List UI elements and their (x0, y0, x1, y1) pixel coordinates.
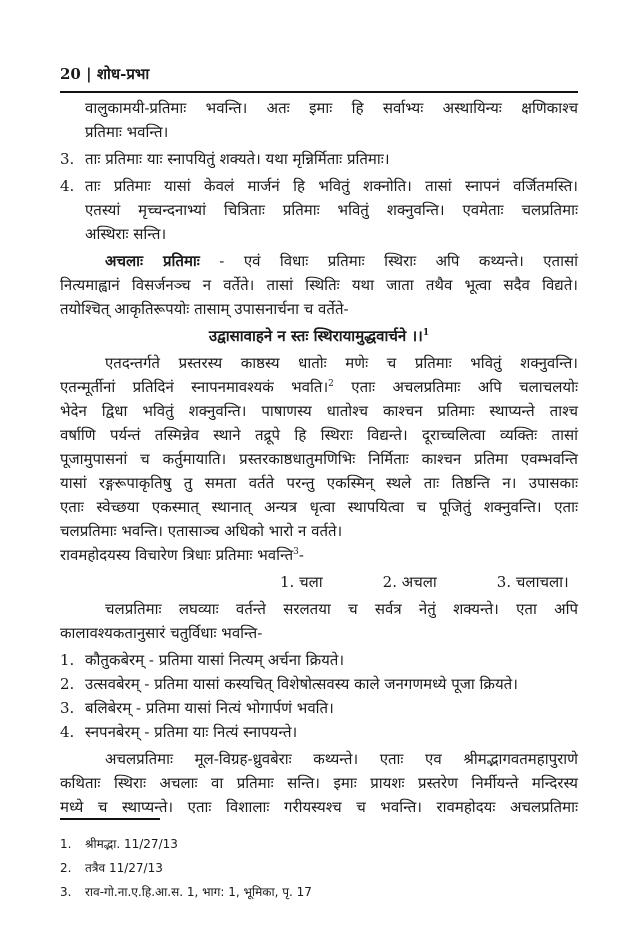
text-line (60, 597, 578, 621)
text-line (60, 795, 578, 819)
text-segment: भेदेन द्विधा भवितुं शक्नुवन्ति। पाषाणस्य धातोश्च काश्चन प्रतिमाः स्थाप्यन्ते ताश्च (60, 402, 578, 420)
text-segment: कथिताः स्थिराः अचलाः वा प्रतिमाः सन्ति। इमाः प्रायशः प्रस्तरेण निर्मीयन्ते मन्दिरस्य (60, 774, 578, 792)
text-segment: वालुकामयी-प्रतिमाः भवन्ति। अतः इमाः हि सर्वाभ्यः अस्थायिन्यः क्षणिकाश्च (85, 99, 578, 117)
text-line (60, 273, 578, 297)
footnote-ref: 3 (293, 547, 299, 557)
list-number: 2. (60, 675, 75, 693)
text-segment: यासां रङ्गरूपाकृतिषु तु समता वर्तते परन्तु एकस्मिन् स्थले ताः तिष्ठन्ति न। उपासकाः (60, 474, 578, 492)
type-item: 1. चला (280, 573, 323, 591)
list-number: 3. (60, 699, 75, 717)
footnote (60, 856, 312, 880)
text-segment: एतन्मूर्तीनां प्रतिदिनं स्नापनमावश्यकं भवति। (60, 378, 329, 396)
text-line (60, 297, 578, 321)
text-segment: एताः अचलप्रतिमाः अपि चलाचलयोः (333, 378, 578, 396)
text-line (60, 471, 578, 495)
list-number: 4. (60, 177, 75, 195)
text-segment: अस्थिराः सन्ति। (85, 225, 167, 243)
text-line (60, 324, 578, 348)
text-segment: उत्सवबेरम् - प्रतिमा यासां कस्यचित् विशेषोत्सवस्य काले जनगणमध्ये पूजा क्रियते। (85, 675, 518, 693)
text-segment: स्नपनबेरम् - प्रतिमा याः नित्यं स्नापयन्ते। (85, 723, 298, 741)
text-segment: ताः प्रतिमाः यासां केवलं मार्जनं हि भवितुं शक्नोति। तासां स्नापनं वर्जितमस्ति। (85, 177, 578, 195)
text-line (60, 648, 578, 672)
text-line (60, 696, 578, 720)
text-segment: - (298, 546, 304, 564)
footnote-ref: 2 (328, 379, 334, 389)
text-line (60, 771, 578, 795)
type-item: 3. चलाचला। (496, 573, 569, 591)
text-segment: एतस्यां मृच्चन्दनाभ्यां चित्रिताः प्रतिमाः भवितुं शक्नुवन्ति। एवमेताः चलप्रतिमाः (85, 201, 578, 219)
type-item: 2. अचला (382, 573, 437, 591)
footnote-ref: 1 (422, 328, 430, 338)
text-line (60, 174, 578, 198)
text-line (60, 249, 578, 273)
footnote-number: 3. (60, 885, 72, 899)
footnote (60, 880, 312, 904)
footnote-number: 1. (60, 837, 72, 851)
journal-title: शोध-प्रभा (96, 65, 150, 83)
text-segment: पूजामुपासनां च कर्तुमायाति। प्रस्तरकाष्ठधातुमणिभिः निर्मिताः काश्चन प्रतिमा एवम्भवन्ति (60, 450, 578, 468)
text-segment: चलप्रतिमाः लघव्याः वर्तन्ते सरलतया च सर्वत्र नेतुं शक्यन्ते। एता अपि (105, 600, 578, 618)
text-line (60, 543, 578, 567)
text-line (85, 222, 578, 246)
header-rule (60, 91, 578, 93)
text-line (60, 519, 578, 543)
text-line (85, 198, 578, 222)
text-segment: उद्वासावाहने न स्तः स्थिरायामुद्धवार्चने ।। (208, 327, 423, 345)
footnote (60, 832, 312, 856)
header-separator: | (86, 65, 92, 83)
list-number: 3. (60, 150, 75, 168)
footnote-text: राव-गो.ना.ए.हि.आ.स. 1, भाग: 1, भूमिका, पृ. 17 (85, 885, 312, 899)
text-segment: - एवं विधाः प्रतिमाः स्थिराः अपि कथ्यन्ते। एतासां (199, 252, 578, 270)
list-number: 1. (60, 651, 75, 669)
footnote-number: 2. (60, 861, 72, 875)
list-number: 4. (60, 723, 75, 741)
text-segment: नित्यमाह्वानं विसर्जनञ्च न वर्तेते। तासां स्थितिः यथा जाता तथैव भूत्वा सदैव विद्यते। (60, 276, 578, 294)
text-line (60, 351, 578, 375)
text-segment: बलिबेरम् - प्रतिमा यासां नित्यं भोगार्पणं भवति। (85, 699, 334, 717)
footnote-text: श्रीमद्भा. 11/27/13 (85, 837, 178, 851)
text-line (60, 375, 578, 399)
text-line (60, 570, 578, 594)
footnote-rule (60, 818, 160, 820)
text-line (60, 399, 578, 423)
footnote-text: तत्रैव 11/27/13 (85, 861, 163, 875)
text-segment: एताः स्वेच्छया एकस्मात् स्थानात् अन्यत्र धृत्वा स्थापयित्वा च पूजितुं शक्नुवन्ति। एताः (60, 498, 578, 516)
text-segment: एतदन्तर्गते प्रस्तरस्य काष्ठस्य धातोः मणेः च प्रतिमाः भवितुं शक्नुवन्ति। (105, 354, 578, 372)
running-header (60, 64, 149, 84)
footnotes (60, 832, 312, 904)
text-line (60, 621, 578, 645)
text-line (60, 495, 578, 519)
text-line (60, 147, 578, 171)
text-segment: तयोश्चित् आकृतिरूपयोः तासाम् उपासनार्चना च वर्तेते- (60, 300, 349, 318)
text-segment: कौतुकबेरम् - प्रतिमा यासां नित्यम् अर्चना क्रियते। (85, 651, 345, 669)
text-segment: वर्षाणि पर्यन्तं तस्मिन्नेव स्थाने तद्रूपे हि स्थिराः विद्यन्ते। दूराच्चलित्वा व्यक्तिः तासां (60, 426, 578, 444)
text-line (60, 672, 578, 696)
text-segment: रावमहोदयस्य विचारेण त्रिधाः प्रतिमाः भवन्ति (60, 546, 294, 564)
text-segment: कालावश्यकतानुसारं चतुर्विधाः भवन्ति- (60, 624, 263, 642)
bold-term: अचलाः प्रतिमाः (105, 252, 200, 270)
text-segment: ताः प्रतिमाः याः स्नापयितुं शक्यते। यथा मृन्निर्मिताः प्रतिमाः। (85, 150, 390, 168)
text-segment: प्रतिमाः भवन्ति। (85, 123, 169, 141)
text-line (60, 423, 578, 447)
text-segment: मध्ये च स्थाप्यन्ते। एताः विशालाः गरीयस्यश्च च भवन्ति। रावमहोदयः अचलप्रतिमाः (60, 798, 578, 816)
body-text (60, 96, 578, 819)
text-line (60, 447, 578, 471)
text-segment: अचलप्रतिमाः मूल-विग्रह-ध्रुवबेराः कथ्यन्ते। एताः एव श्रीमद्भागवतमहापुराणे (105, 750, 578, 768)
text-line (85, 120, 578, 144)
text-line (60, 747, 578, 771)
text-line (60, 720, 578, 744)
text-segment: चलप्रतिमाः भवन्ति। एतासाञ्च अधिको भारो न वर्तते। (60, 522, 343, 540)
page-number: 20 (60, 65, 81, 83)
text-line (85, 96, 578, 120)
